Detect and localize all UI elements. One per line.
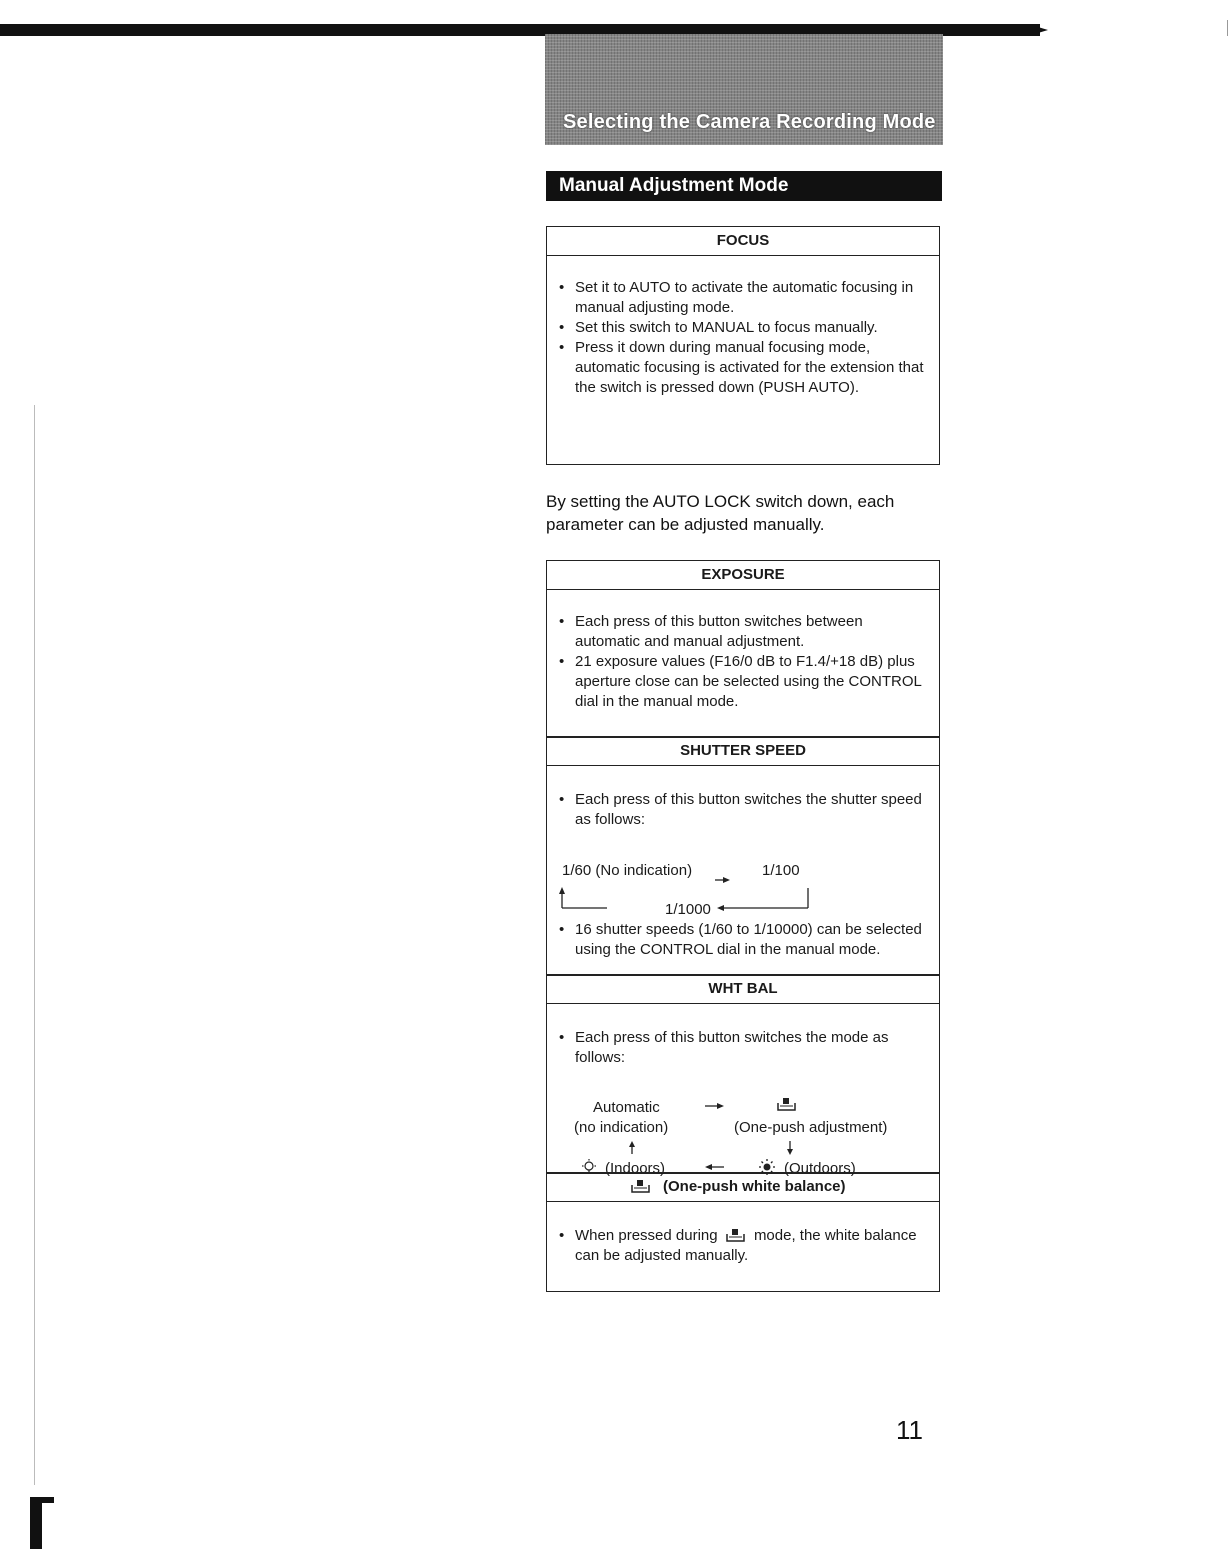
down-arrow-icon (785, 1141, 795, 1155)
one-push-wb-icon (726, 1228, 746, 1244)
wht-bal-bullet: • Each press of this button switches the mode as follows: (547, 1028, 939, 1068)
wb-no-indication-label: (no indication) (574, 1119, 669, 1136)
one-push-bullet-end: mode, the white balance can be adjusted manually. (575, 1227, 917, 1264)
shutter-speed-panel (546, 736, 940, 976)
focus-bullet-push-auto: • Press it down during manual focusing mode, automatic focusing is activated for the extension that the switch is pressed down (PUSH AUTO). (547, 338, 939, 398)
wb-automatic-label: Automatic (593, 1099, 660, 1116)
one-push-wb-icon (777, 1097, 797, 1113)
wb-one-push-adjustment-label: (One-push adjustment) (734, 1119, 888, 1136)
mode-heading: Manual Adjustment Mode (546, 171, 942, 201)
crop-mark (30, 1497, 42, 1549)
binding-line (34, 405, 35, 1485)
shutter-speed-header: SHUTTER SPEED (547, 737, 939, 766)
one-push-wb-panel (546, 1172, 940, 1292)
shutter-last-value: 1/1000 (665, 901, 711, 918)
exposure-header: EXPOSURE (547, 561, 939, 590)
wb-indoors-label: (Indoors) (605, 1160, 666, 1177)
wht-bal-panel (546, 974, 940, 1177)
wb-outdoors-label: (Outdoors) (784, 1160, 856, 1177)
intro-paragraph: By setting the AUTO LOCK switch down, each parameter can be adjusted manually. (546, 492, 895, 534)
shutter-bullet-cycle: • Each press of this button switches the shutter speed as follows: (547, 790, 939, 830)
focus-header: FOCUS (547, 227, 939, 256)
edge-mark (1227, 20, 1228, 36)
section-title: Selecting the Camera Recording Mode (563, 111, 936, 133)
one-push-wb-icon (631, 1179, 651, 1195)
one-push-bullet (547, 1226, 939, 1266)
focus-bullet-manual: • Set this switch to MANUAL to focus manually. (547, 318, 939, 338)
up-arrow-icon (627, 1141, 637, 1155)
wht-bal-header: WHT BAL (547, 975, 939, 1004)
one-push-bullet-start: When pressed during (575, 1227, 718, 1244)
section-banner (545, 34, 943, 145)
exposure-bullet-toggle: • Each press of this button switches between automatic and manual adjustment. (547, 612, 939, 652)
right-arrow-icon (705, 1102, 725, 1112)
shutter-next-value: 1/100 (762, 862, 800, 879)
focus-bullet-auto: • Set it to AUTO to activate the automatic focusing in manual adjusting mode. (547, 278, 939, 318)
one-push-header (547, 1173, 939, 1202)
exposure-bullet-values: • 21 exposure values (F16/0 dB to F1.4/+18 dB) plus aperture close can be selected using the CONTROL dial in the manual mode. (547, 652, 939, 712)
one-push-header-text: (One-push white balance) (663, 1178, 846, 1195)
shutter-start-value: 1/60 (No indication) (562, 862, 693, 879)
exposure-panel (546, 560, 940, 738)
focus-panel (546, 226, 940, 465)
page-number: 11 (896, 1415, 923, 1445)
shutter-bullet-speeds: • 16 shutter speeds (1/60 to 1/10000) can be selected using the CONTROL dial in the manual mode. (547, 920, 939, 960)
